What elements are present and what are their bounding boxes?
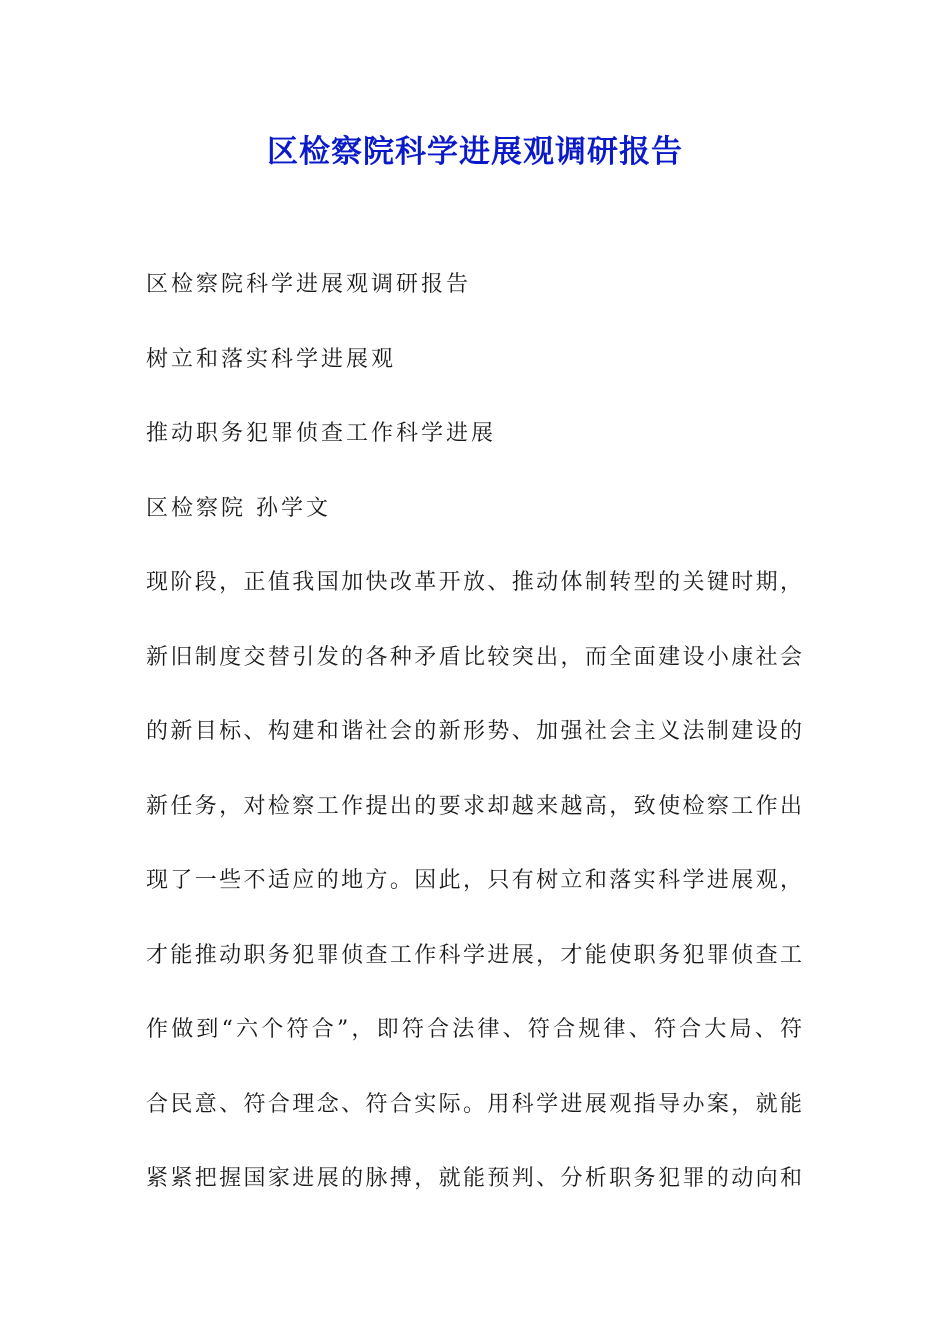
body-line: 紧紧把握国家进展的脉搏，就能预判、分析职务犯罪的动向和: [146, 1166, 802, 1191]
heading-line: 区检察院科学进展观调研报告: [146, 272, 472, 297]
document-title: 区检察院科学进展观调研报告: [267, 134, 683, 170]
body-line: 现阶段，正值我国加快改革开放、推动体制转型的关键时期，: [146, 570, 802, 595]
body-line: 作做到“六个符合”，即符合法律、符合规律、符合大局、符: [146, 1017, 802, 1042]
author-line: 区检察院 孙学文: [146, 496, 331, 521]
heading-line: 推动职务犯罪侦查工作科学进展: [146, 421, 497, 446]
body-line: 的新目标、构建和谐社会的新形势、加强社会主义法制建设的: [146, 719, 802, 744]
body-line: 现了一些不适应的地方。因此，只有树立和落实科学进展观，: [146, 868, 802, 893]
body-line: 才能推动职务犯罪侦查工作科学进展，才能使职务犯罪侦查工: [146, 943, 802, 968]
body-line: 新任务，对检察工作提出的要求却越来越高，致使检察工作出: [146, 794, 802, 819]
heading-line: 树立和落实科学进展观: [146, 347, 397, 372]
body-line: 新旧制度交替引发的各种矛盾比较突出，而全面建设小康社会: [146, 645, 802, 670]
body-line: 合民意、符合理念、符合实际。用科学进展观指导办案，就能: [146, 1092, 802, 1117]
